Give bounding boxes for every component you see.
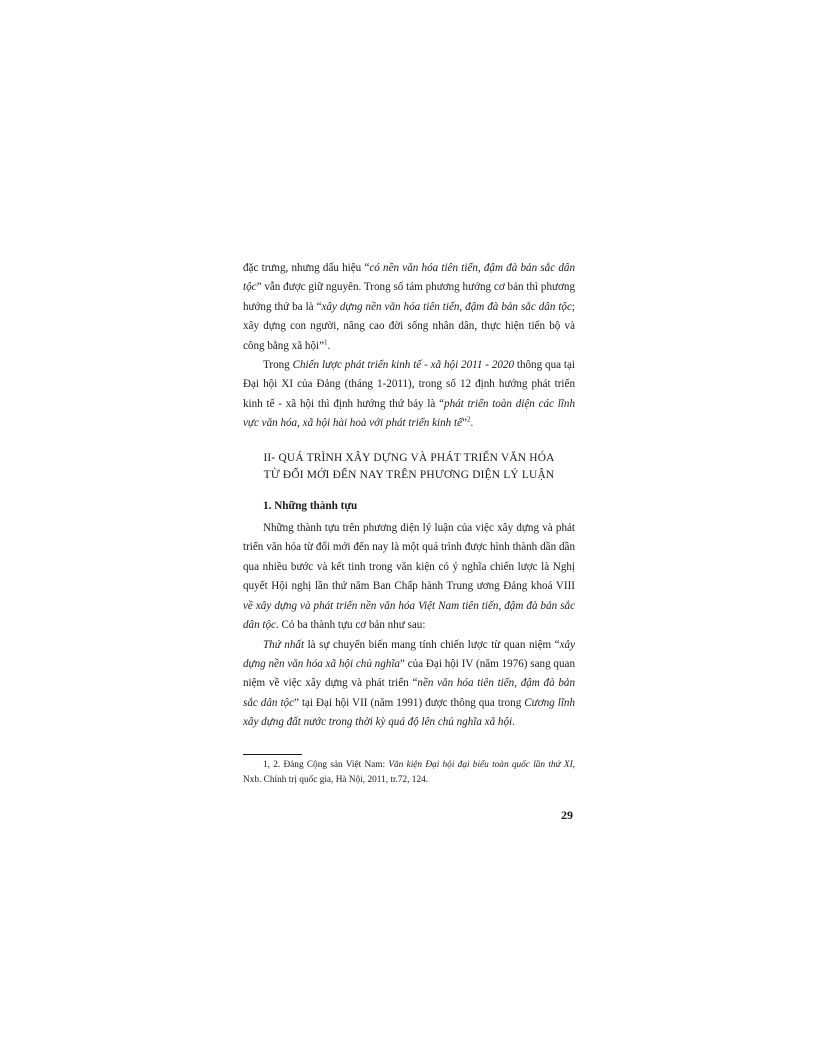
footnote [243, 758, 575, 789]
page-number: 29 [561, 808, 573, 822]
text: . [512, 716, 515, 729]
italic-text: Chiến lược phát triển kinh tế - xã hội 2011 - 2020 [292, 359, 515, 372]
text: ” tại Đại hội VII (năm 1991) được thông qua trong [294, 696, 525, 709]
text: 1, 2. Đảng Cộng sản Việt Nam: [263, 759, 389, 770]
text: , Nxb. Chính trị quốc gia, Hà Nội, 2011, tr.72, 124. [243, 759, 575, 786]
italic-text: có nền văn hóa tiên tiến, đậm đà bản sắc dân tộc [243, 262, 575, 294]
text: Những thành tựu trên phương diện lý luận của việc xây dựng và phát triển văn hóa từ đổi mới đến nay là một quá trình được hình thành dần dần qua nhiều bước và kết tinh trong văn kiện có ý nghĩa chiến lược là Nghị quyết Hội nghị lần thứ năm Ban Chấp hành Trung ương Đảng khoá VIII [243, 522, 575, 593]
italic-text: nền văn hóa tiên tiến, đậm đà bản sắc dân tộc [243, 677, 575, 709]
text: ” vẫn được giữ nguyên. Trong số tám phương hướng cơ bản thì phương hướng thứ ba là “ [243, 281, 575, 313]
subsection-heading: 1. Những thành tựu [263, 499, 358, 512]
paragraph-2 [243, 356, 575, 434]
text: . [327, 339, 331, 352]
text: ” [462, 417, 467, 430]
section-heading-line: TỪ ĐỔI MỚI ĐẾN NAY TRÊN PHƯƠNG DIỆN LÝ LUẬN [263, 468, 555, 481]
section-heading [243, 450, 575, 484]
italic-text: phát triển toàn diện các lĩnh vực văn hóa, xã hội hài hoà với phát triển kinh tế [243, 397, 575, 430]
text: là sự chuyển biến mang tính chiến lược từ quan niệm “ [304, 638, 560, 651]
paragraph-3 [243, 519, 575, 635]
italic-text: Văn kiện Đại hội đại biểu toàn quốc lần thứ XI [388, 759, 573, 770]
book-page [243, 259, 575, 789]
italic-text: xây dựng nền văn hóa xã hội chủ nghĩa [243, 638, 576, 670]
footnote-marker: 2 [466, 415, 471, 424]
footnote-marker: 1 [324, 337, 328, 346]
text: . Có ba thành tựu cơ bản như sau: [275, 619, 426, 632]
text: Trong [263, 359, 293, 372]
paragraph-4 [243, 636, 575, 733]
section-heading-line: II- QUÁ TRÌNH XÂY DỰNG VÀ PHÁT TRIỂN VĂN HÓA [263, 451, 555, 464]
italic-text: Cương lĩnh xây dựng đất nước trong thời kỳ quá độ lên chủ nghĩa xã hội [243, 696, 575, 729]
text: đặc trưng, nhưng dấu hiệu “ [243, 262, 370, 274]
text: ; xây dựng con người, nâng cao đời sống nhân dân, thực hiện tiến bộ và công bằng xã hội” [243, 300, 575, 352]
text: . [470, 417, 474, 430]
text: ” của Đại hội IV (năm 1976) sang quan niệm về việc xây dựng và phát triển “ [243, 657, 576, 690]
footnote-divider [243, 754, 302, 755]
text: thông qua tại Đại hội XI của Đảng (tháng 1-2011), trong số 12 định hướng phát triển kinh tế - xã hội thì định hướng thứ bảy là “ [243, 359, 575, 410]
italic-text: Thứ nhất [263, 638, 305, 651]
paragraph-1 [243, 259, 575, 356]
italic-text: xây dựng nền văn hóa tiên tiến, đậm đà bản sắc dân tộc [321, 300, 572, 313]
italic-text: về xây dựng và phát triển nền văn hóa Việt Nam tiên tiến, đậm đà bản sắc dân tộc [243, 599, 575, 632]
